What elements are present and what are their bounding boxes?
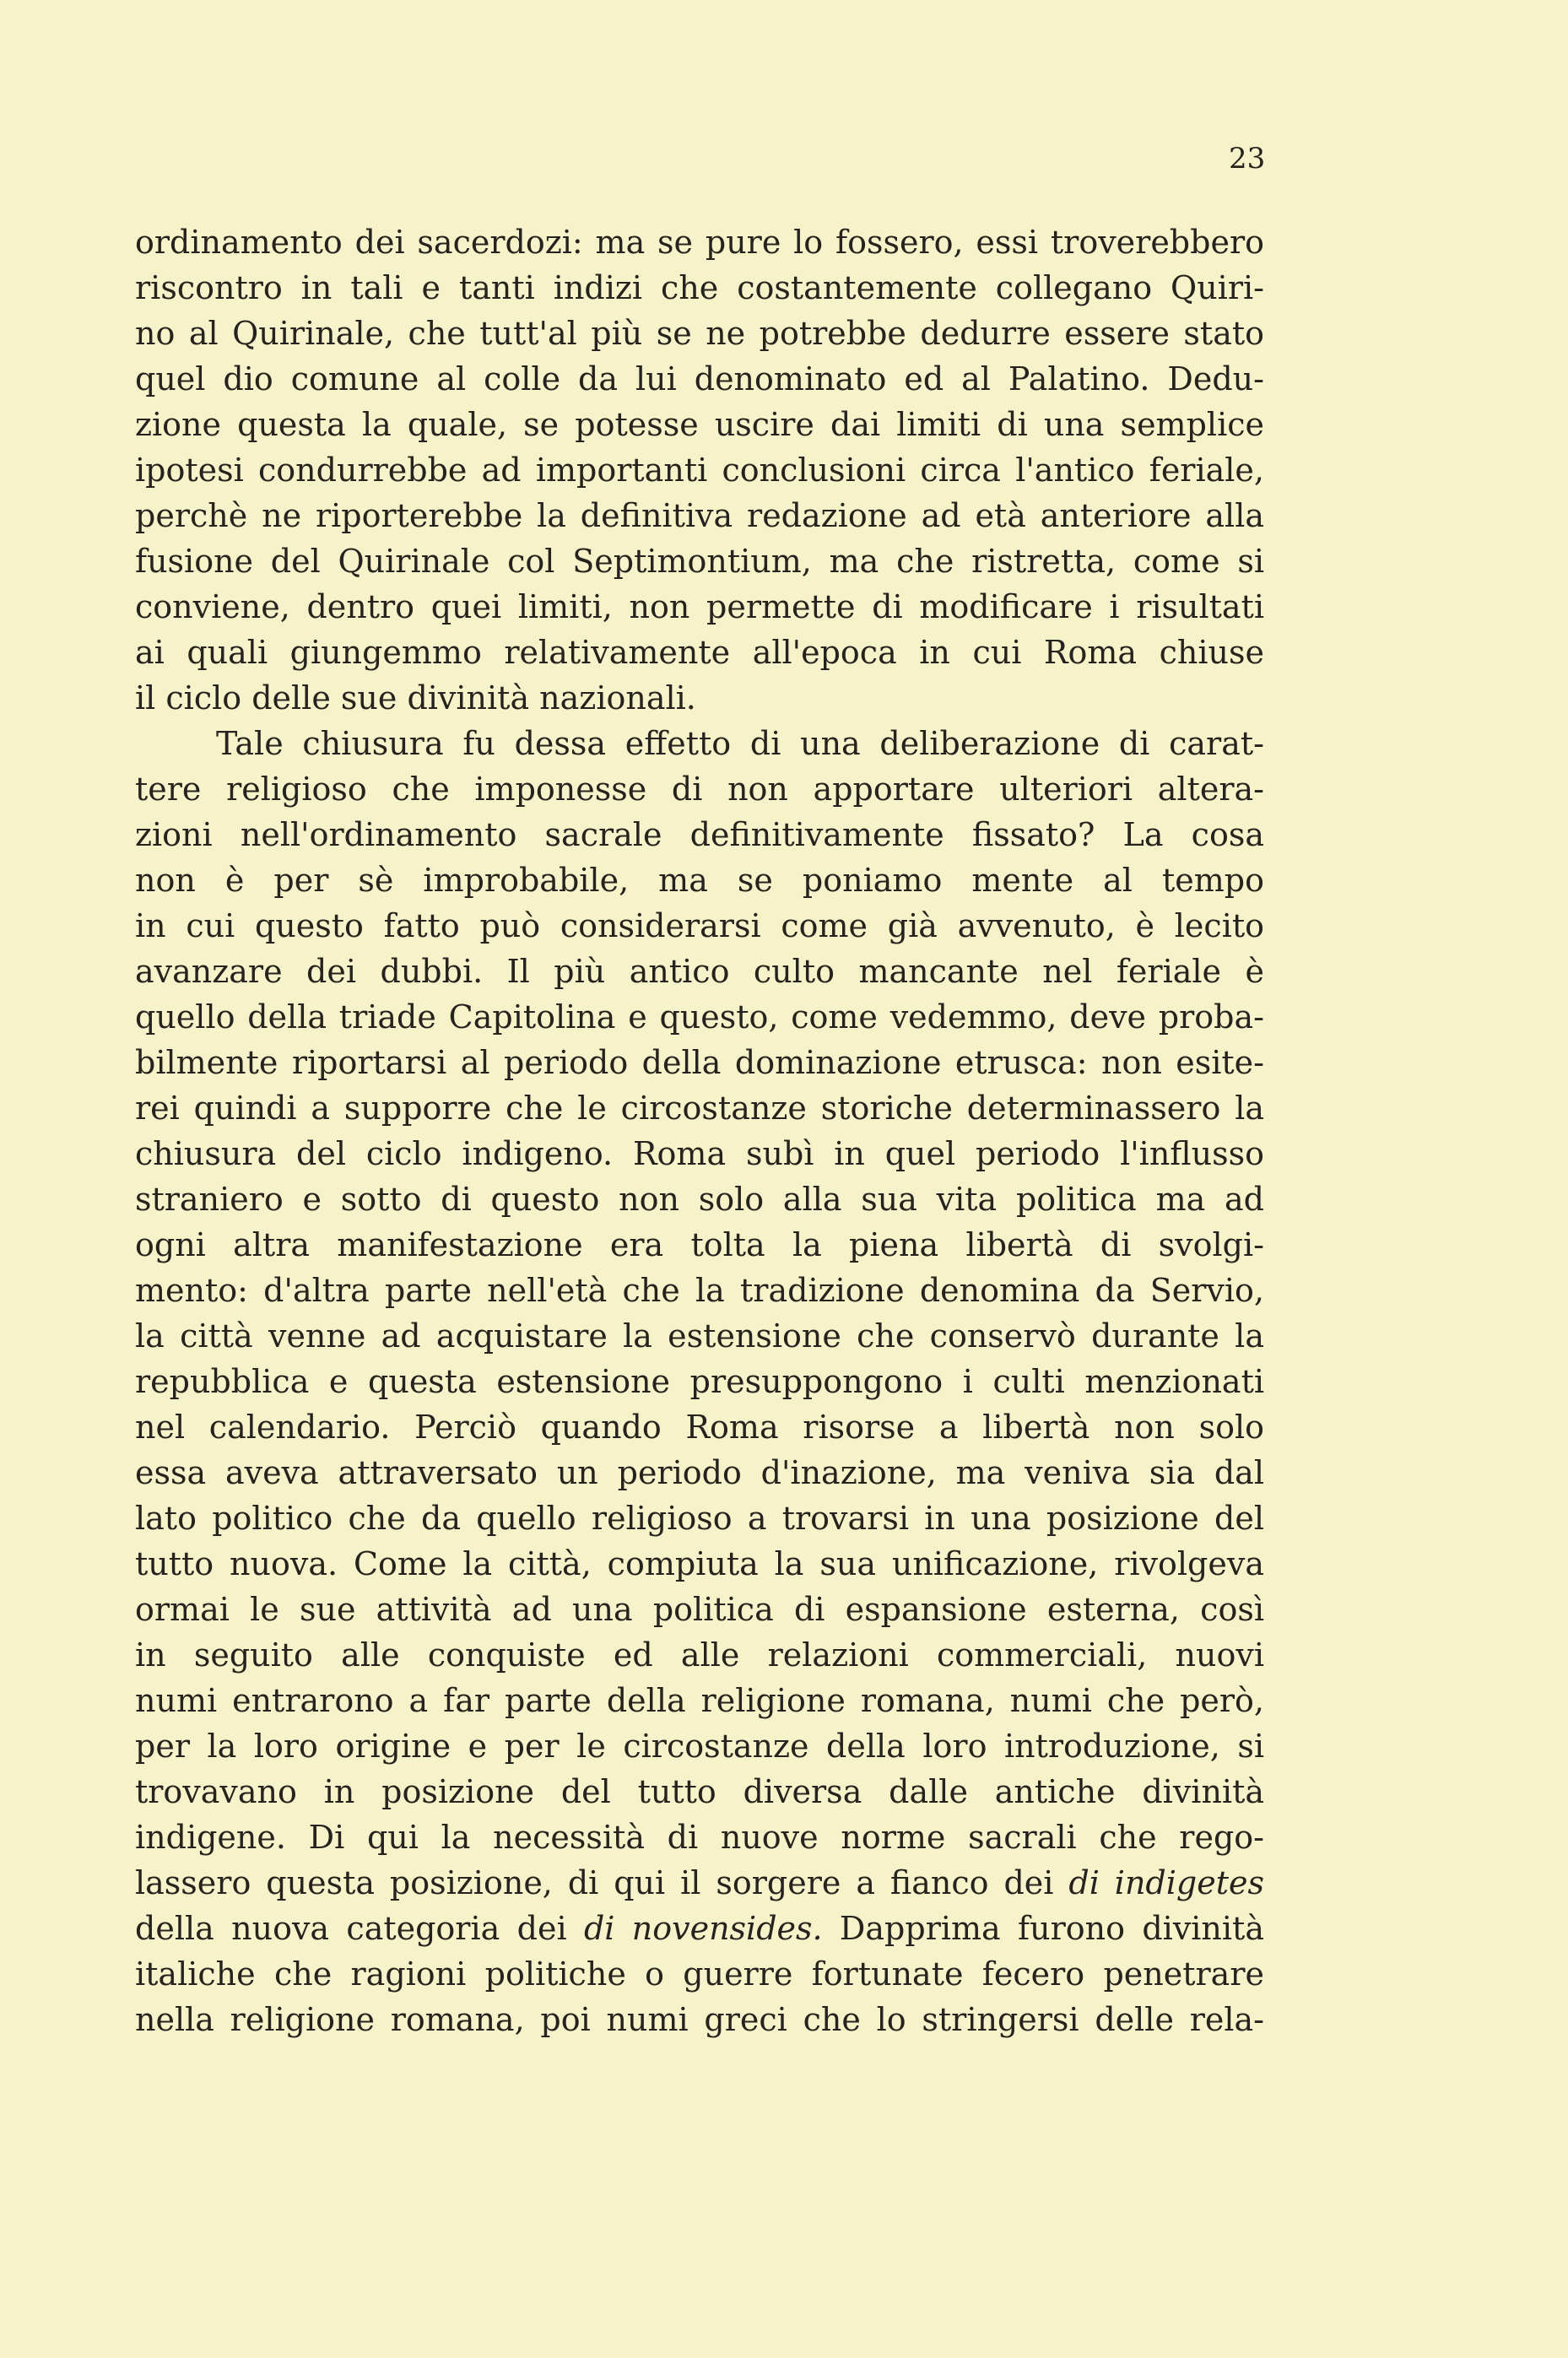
text-line: tere religioso che imponesse di non apportare ulteriori altera- [135, 771, 1264, 808]
text-line: quel dio comune al colle da lui denominato ed al Palatino. Dedu- [135, 360, 1264, 398]
text-line: trovavano in posizione del tutto diversa dalle antiche divinità [135, 1773, 1264, 1810]
text-line: fusione del Quirinale col Septimontium, ma che ristretta, come si [135, 543, 1264, 580]
text-line: zioni nell'ordinamento sacrale definitivamente fissato? La cosa [135, 816, 1264, 853]
text-line: essa aveva attraversato un periodo d'inazione, ma veniva sia dal [135, 1454, 1264, 1491]
text-line: numi entrarono a far parte della religione romana, numi che però, [135, 1682, 1264, 1719]
italic-term: di indigetes [1068, 1864, 1264, 1901]
text-line: chiusura del ciclo indigeno. Roma subì in quel periodo l'influsso [135, 1135, 1264, 1172]
text-line: ogni altra manifestazione era tolta la piena libertà di svolgi- [135, 1226, 1264, 1263]
text-line: repubblica e questa estensione presuppongono i culti menzionati [135, 1363, 1264, 1400]
text-line: ormai le sue attività ad una politica di espansione esterna, così [135, 1591, 1264, 1628]
text-line: conviene, dentro quei limiti, non permette di modificare i risultati [135, 588, 1264, 625]
text-line: in cui questo fatto può considerarsi come già avvenuto, è lecito [135, 907, 1264, 944]
text-line: mento: d'altra parte nell'età che la tradizione denomina da Servio, [135, 1272, 1264, 1309]
text-line: quello della triade Capitolina e questo, come vedemmo, deve proba- [135, 998, 1264, 1036]
text-line: la città venne ad acquistare la estensione che conservò durante la [135, 1317, 1264, 1355]
text-line: lato politico che da quello religioso a trovarsi in una posizione del [135, 1500, 1264, 1537]
text-line: rei quindi a supporre che le circostanze storiche determinassero la [135, 1090, 1264, 1127]
text-line: per la loro origine e per le circostanze della loro introduzione, si [135, 1728, 1264, 1765]
text-line: ordinamento dei sacerdozi: ma se pure lo fossero, essi troverebbero [135, 224, 1264, 261]
text-line: Tale chiusura fu dessa effetto di una deliberazione di carat- [216, 725, 1264, 762]
page-number: 23 [1229, 142, 1266, 176]
text-line [135, 1906, 1264, 1951]
text-line: non è per sè improbabile, ma se poniamo mente al tempo [135, 862, 1264, 899]
text-line: indigene. Di qui la necessità di nuove norme sacrali che rego- [135, 1819, 1264, 1856]
text-segment: lassero questa posizione, di qui il sorgere a fianco dei [135, 1864, 1069, 1901]
text-segment: della nuova categoria dei [135, 1910, 584, 1947]
text-line [135, 1860, 1264, 1906]
text-line: in seguito alle conquiste ed alle relazioni commerciali, nuovi [135, 1636, 1264, 1674]
text-line: zione questa la quale, se potesse uscire dai limiti di una semplice [135, 406, 1264, 443]
italic-term: di novensides. [583, 1910, 823, 1947]
text-line: riscontro in tali e tanti indizi che costantemente collegano Quiri- [135, 269, 1264, 306]
text-line: no al Quirinale, che tutt'al più se ne potrebbe dedurre essere stato [135, 315, 1264, 352]
text-line: perchè ne riporterebbe la definitiva redazione ad età anteriore alla [135, 497, 1264, 534]
text-line: ai quali giungemmo relativamente all'epoca in cui Roma chiuse [135, 634, 1264, 671]
text-line: bilmente riportarsi al periodo della dominazione etrusca: non esite- [135, 1044, 1264, 1081]
text-line: il ciclo delle sue divinità nazionali. [135, 679, 696, 717]
text-line: italiche che ragioni politiche o guerre fortunate fecero penetrare [135, 1955, 1264, 1993]
text-line: ipotesi condurrebbe ad importanti conclusioni circa l'antico feriale, [135, 452, 1264, 489]
text-line: avanzare dei dubbi. Il più antico culto mancante nel feriale è [135, 953, 1264, 990]
text-segment: Dapprima furono divinità [822, 1910, 1264, 1947]
body-text [135, 219, 1264, 2042]
text-line: nella religione romana, poi numi greci che lo stringersi delle rela- [135, 2001, 1264, 2038]
text-line: straniero e sotto di questo non solo alla sua vita politica ma ad [135, 1181, 1264, 1218]
text-line: nel calendario. Perciò quando Roma risorse a libertà non solo [135, 1409, 1264, 1446]
text-line: tutto nuova. Come la città, compiuta la sua unificazione, rivolgeva [135, 1545, 1264, 1582]
